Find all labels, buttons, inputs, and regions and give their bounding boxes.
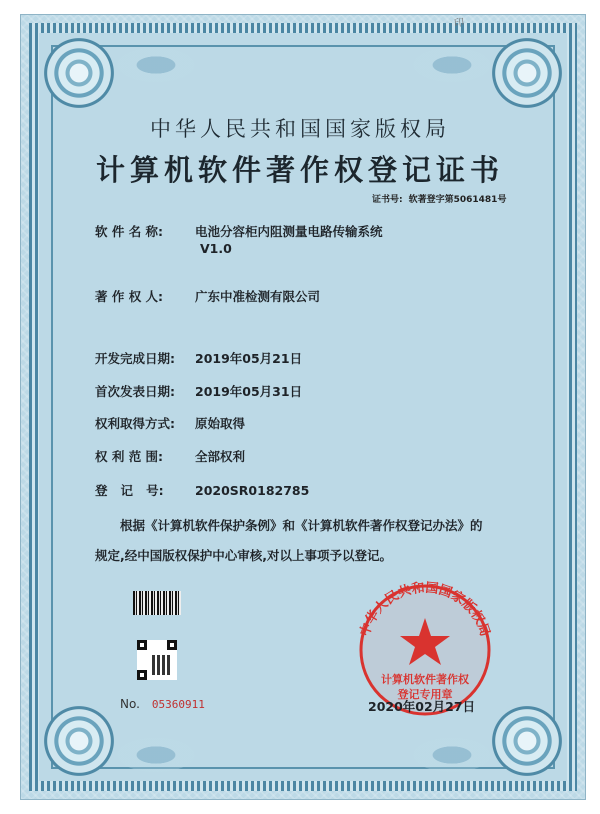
issuing-authority: 中华人民共和国国家版权局 bbox=[150, 117, 450, 141]
field-dev-date bbox=[95, 349, 302, 367]
qr-finder bbox=[137, 640, 147, 650]
acquire-value: 原始取得 bbox=[195, 416, 246, 431]
field-registration-number bbox=[95, 481, 309, 499]
pub-date-label: 首次发表日期: bbox=[95, 384, 175, 399]
certificate-number bbox=[372, 192, 506, 205]
software-name-label: 软 件 名 称: bbox=[95, 224, 164, 239]
dev-date-label: 开发完成日期: bbox=[95, 351, 175, 366]
registration-number-value: 2020SR0182785 bbox=[195, 483, 310, 498]
qr-finder bbox=[137, 670, 147, 680]
software-name-value: 电池分容柜内阻测量电路传输系统 bbox=[195, 224, 383, 239]
field-pub-date bbox=[95, 382, 302, 400]
corner-ornament-top-left bbox=[43, 37, 115, 109]
handwritten-mark: 印 bbox=[453, 17, 465, 30]
scope-label: 权 利 范 围: bbox=[95, 449, 164, 464]
serial-value: 05360911 bbox=[151, 698, 205, 711]
qr-finder bbox=[167, 640, 177, 650]
registration-number-label: 登 记 号: bbox=[95, 483, 164, 498]
seal-ring-text: 中华人民共和国国家版权局 bbox=[357, 580, 493, 639]
corner-ornament-top-right bbox=[491, 37, 563, 109]
statement-line-1: 根据《计算机软件保护条例》和《计算机软件著作权登记办法》的 bbox=[120, 518, 483, 533]
serial-label: No. bbox=[120, 697, 140, 711]
certificate-title: 计算机软件著作权登记证书 bbox=[95, 153, 504, 187]
scope-value: 全部权利 bbox=[195, 449, 246, 464]
swirl-ornament bbox=[407, 45, 497, 85]
official-seal bbox=[345, 580, 505, 716]
qr-modules bbox=[152, 655, 172, 675]
certificate-number-value: 软著登字第5061481号 bbox=[408, 195, 507, 205]
swirl-ornament bbox=[407, 735, 497, 775]
seal-line-1: 计算机软件著作权 bbox=[381, 673, 469, 686]
owner-value: 广东中准检测有限公司 bbox=[195, 289, 321, 304]
owner-label: 著 作 权 人: bbox=[95, 289, 164, 304]
software-version: V1.0 bbox=[200, 241, 232, 256]
swirl-ornament bbox=[111, 45, 201, 85]
qr-code bbox=[137, 640, 177, 680]
field-software-name bbox=[95, 222, 383, 240]
swirl-ornament bbox=[111, 735, 201, 775]
statement-paragraph bbox=[95, 511, 535, 571]
pub-date-value: 2019年05月31日 bbox=[195, 384, 303, 399]
statement-line-2: 规定,经中国版权保护中心审核,对以上事项予以登记。 bbox=[95, 548, 392, 563]
serial-number bbox=[120, 697, 205, 711]
acquire-label: 权利取得方式: bbox=[95, 416, 175, 431]
field-owner bbox=[95, 287, 320, 305]
seal-line-2: 登记专用章 bbox=[397, 688, 453, 701]
field-scope bbox=[95, 447, 245, 465]
corner-ornament-bottom-left bbox=[43, 705, 115, 777]
certificate-number-label: 证书号: bbox=[372, 195, 403, 205]
issue-date: 2020年02月27日 bbox=[368, 699, 476, 714]
dev-date-value: 2019年05月21日 bbox=[195, 351, 303, 366]
barcode bbox=[133, 591, 181, 615]
field-acquire-method bbox=[95, 414, 245, 432]
